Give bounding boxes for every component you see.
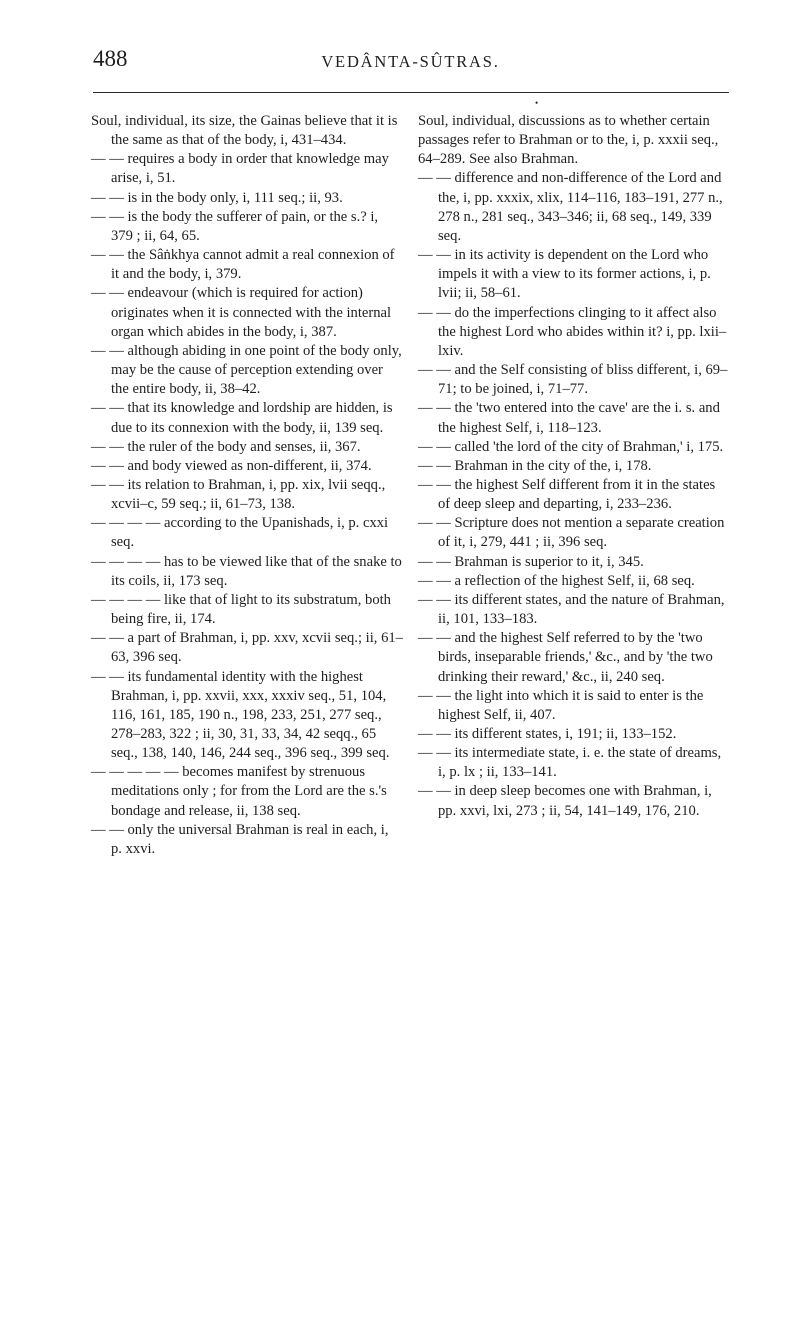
header-rule bbox=[93, 92, 729, 93]
index-entry: — — in its activity is dependent on the Lord who impels it with a view to its former actions, i, p. lvii; ii, 58–61. bbox=[418, 247, 711, 302]
index-entry: — — that its knowledge and lordship are hidden, is due to its connexion with the body, ii, 139 seq. bbox=[91, 400, 393, 436]
index-entry: Soul, individual, discussions as to whether certain passages refer to Brahman or to the, i, p. xxxii seq., 64–289. See also Brahman. bbox=[418, 113, 719, 168]
index-entry: — — and the highest Self referred to by the 'two birds, inseparable friends,' &c., and by 'the two drinking their reward,' &c., ii, 240 seq. bbox=[418, 630, 713, 685]
index-entry: — — the Sâṅkhya cannot admit a real connexion of it and the body, i, 379. bbox=[91, 247, 395, 283]
index-entry: — — — — according to the Upanishads, i, p. cxxi seq. bbox=[91, 515, 389, 551]
running-title: VEDÂNTA-SÛTRAS. bbox=[321, 52, 500, 71]
index-column-right bbox=[418, 112, 730, 821]
index-entry: — — the ruler of the body and senses, ii, 367. bbox=[91, 438, 361, 455]
index-entry: — — endeavour (which is required for action) originates when it is connected with the internal organ which abides in the body, i, 387. bbox=[91, 285, 392, 340]
index-entry: — — do the imperfections clinging to it affect also the highest Lord who abides within it? i, pp. lxii–lxiv. bbox=[418, 304, 727, 359]
page-header bbox=[93, 46, 728, 86]
index-entry: — — its different states, i, 191; ii, 133–152. bbox=[418, 726, 677, 742]
index-entry: — — Brahman in the city of the, i, 178. bbox=[418, 457, 652, 474]
index-entry: Soul, individual, its size, the Gainas believe that it is the same as that of the body, i, 431–434. bbox=[91, 113, 398, 149]
index-entry: — — although abiding in one point of the body only, may be the cause of perception extending over the entire body, ii, 38–42. bbox=[91, 342, 402, 398]
index-entry: — — — — — becomes manifest by strenuous meditations only ; for from the Lord are the s.'s bondage and release, ii, 138 seq. bbox=[91, 764, 387, 819]
index-entry: — — a part of Brahman, i, pp. xxv, xcvii seq.; ii, 61–63, 396 seq. bbox=[91, 630, 403, 666]
index-entry: — — is the body the sufferer of pain, or the s.? i, 379 ; ii, 64, 65. bbox=[91, 208, 379, 244]
index-column-left bbox=[91, 112, 403, 859]
index-entry: — — the light into which it is said to enter is the highest Self, ii, 407. bbox=[418, 687, 704, 723]
index-entry: — — a reflection of the highest Self, ii, 68 seq. bbox=[418, 572, 695, 589]
index-entry: — — and body viewed as non-different, ii, 374. bbox=[91, 457, 372, 474]
index-entry: — — called 'the lord of the city of Brahman,' i, 175. bbox=[418, 438, 724, 455]
index-entry: — — — — has to be viewed like that of the snake to its coils, ii, 173 seq. bbox=[91, 553, 402, 589]
index-entry: — — Scripture does not mention a separate creation of it, i, 279, 441 ; ii, 396 seq. bbox=[418, 515, 725, 551]
index-entry: — — in deep sleep becomes one with Brahman, i, pp. xxvi, lxi, 273 ; ii, 54, 141–149, 176, 210. bbox=[418, 783, 712, 819]
index-entry: — — requires a body in order that knowledge may arise, i, 51. bbox=[91, 151, 389, 187]
index-entry: — — is in the body only, i, 111 seq.; ii, 93. bbox=[91, 189, 343, 206]
index-entry: — — Brahman is superior to it, i, 345. bbox=[418, 553, 644, 570]
index-entry: — — the highest Self different from it in the states of deep sleep and departing, i, 233–236. bbox=[418, 476, 716, 513]
index-entry: — — its intermediate state, i. e. the state of dreams, i, p. lx ; ii, 133–141. bbox=[418, 745, 722, 781]
index-entry: — — only the universal Brahman is real in each, i, p. xxvi. bbox=[91, 821, 389, 857]
index-entry: — — its fundamental identity with the highest Brahman, i, pp. xxvii, xxx, xxxiv seq., 51, 104, 116, 161, 185, 190 n., 198, 233, 251, 277 seq., 278–283, 322 ; ii, 30, 31, 33, 34, 42 seqq., 65 seq., 138, 140, 146, 244 seq., 396 seq., 399 seq. bbox=[91, 668, 390, 762]
index-entry: — — the 'two entered into the cave' are the i. s. and the highest Self, i, 118–123. bbox=[418, 400, 720, 436]
page-number: 488 bbox=[93, 46, 128, 71]
index-entry: — — difference and non-difference of the Lord and the, i, pp. xxxix, xlix, 114–116, 183–191, 277 n., 278 n., 281 seq., 343–346; ii, 68 seq., 149, 339 seq. bbox=[418, 170, 723, 244]
index-entry: — — and the Self consisting of bliss different, i, 69–71; to be joined, i, 71–77. bbox=[418, 362, 728, 398]
index-entry: — — — — like that of light to its substratum, both being fire, ii, 174. bbox=[91, 591, 391, 628]
printer-mark: • bbox=[535, 98, 539, 108]
index-entry: — — its different states, and the nature of Brahman, ii, 101, 133–183. bbox=[418, 591, 725, 628]
index-entry: — — its relation to Brahman, i, pp. xix, lvii seqq., xcvii–c, 59 seq.; ii, 61–73, 138. bbox=[91, 476, 386, 513]
